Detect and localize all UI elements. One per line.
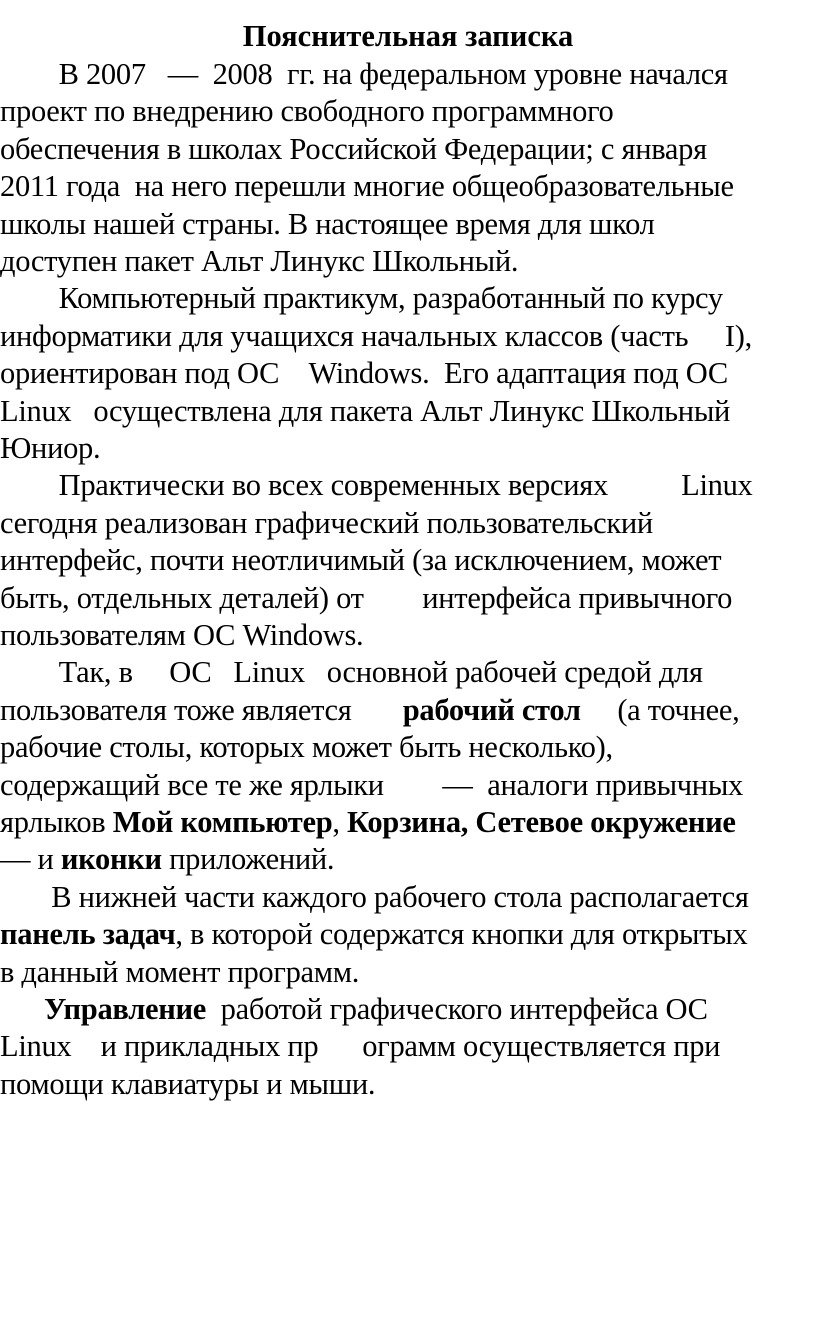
text-segment: Linux осуществлена для пакета Альт Линукс Школьный (0, 393, 731, 428)
text-line (0, 318, 816, 355)
text-segment: , в которой содержатся кнопки для открытых (175, 917, 748, 952)
text-line (0, 56, 816, 93)
text-line (0, 430, 816, 467)
text-line (0, 767, 816, 804)
text-segment: Linux и прикладных пр ограмм осуществляется при (0, 1029, 721, 1064)
text-segment: 2011 года на него перешли многие общеобразовательные (0, 169, 734, 204)
text-segment: Практически во всех современных версиях Linux (0, 468, 753, 503)
text-line (0, 393, 816, 430)
text-segment: пользователя тоже является (0, 692, 403, 727)
text-line (0, 131, 816, 168)
text-line (0, 617, 816, 654)
text-line (0, 243, 816, 280)
text-line (0, 804, 816, 841)
text-line (0, 206, 816, 243)
text-segment: доступен пакет Альт Линукс Школьный. (0, 244, 519, 278)
text-segment: интерфейс, почти неотличимый (за исключением, может (0, 543, 722, 578)
text-line (0, 168, 816, 205)
bold-term: Мой компьютер (112, 805, 333, 839)
text-line (0, 879, 816, 916)
bold-term: рабочий стол (402, 692, 581, 727)
text-segment: Компьютерный практикум, разработанный по курсу (0, 281, 723, 316)
text-segment: рабочие столы, которых может быть несколько), (0, 730, 613, 765)
text-segment: помощи клавиатуры и мыши. (0, 1066, 376, 1101)
text-segment: ориентирован под ОС Windows. Его адаптация под ОС (0, 356, 728, 391)
text-segment: В нижней части каждого рабочего стола располагается (0, 879, 749, 914)
text-line (0, 580, 816, 617)
text-segment: , (332, 805, 348, 839)
text-segment (0, 992, 44, 1026)
text-line (0, 954, 816, 991)
text-segment: приложений. (161, 842, 335, 877)
text-segment: ярлыков (0, 805, 113, 839)
text-segment: Юниор. (0, 431, 101, 465)
text-segment: информатики для учащихся начальных классов (часть I), (0, 318, 752, 353)
text-line (0, 542, 816, 579)
text-line (0, 505, 816, 542)
text-line (0, 355, 816, 392)
text-segment: сегодня реализован графический пользовательский (0, 505, 653, 540)
text-line (0, 916, 816, 953)
text-segment: Так, в ОС Linux основной рабочей средой для (0, 655, 703, 690)
text-line (0, 729, 816, 766)
text-line (0, 654, 816, 691)
text-line (0, 692, 816, 729)
text-line (0, 1066, 816, 1103)
text-segment: В 2007 — 2008 гг. на федеральном уровне начался (0, 57, 728, 91)
bold-term: иконки (60, 842, 162, 877)
text-segment: (а точнее, (580, 692, 740, 727)
text-segment: проект по внедрению свободного программного (0, 94, 614, 129)
bold-term: Корзина, Сетевое окружение (347, 805, 736, 839)
text-line (0, 841, 816, 878)
text-line (0, 93, 816, 130)
text-segment: пользователям ОС Windows. (0, 618, 364, 652)
text-segment: в данный момент программ. (0, 954, 360, 989)
text-segment: школы нашей страны. В настоящее время для школ (0, 206, 655, 241)
text-segment: быть, отдельных деталей) от интерфейса привычного (0, 580, 733, 615)
text-line (0, 467, 816, 504)
text-segment: содержащий все те же ярлыки — аналоги привычных (0, 767, 743, 802)
document-title: Пояснительная записка (242, 19, 574, 53)
text-segment: — и (0, 842, 61, 877)
text-segment: работой графического интерфейса ОС (206, 992, 708, 1026)
bold-term: панель задач (0, 917, 176, 952)
bold-term: Управление (43, 992, 207, 1026)
text-segment: обеспечения в школах Российской Федерации; с января (0, 131, 707, 166)
text-line (0, 991, 816, 1028)
text-line (0, 280, 816, 317)
text-line (0, 1028, 816, 1065)
